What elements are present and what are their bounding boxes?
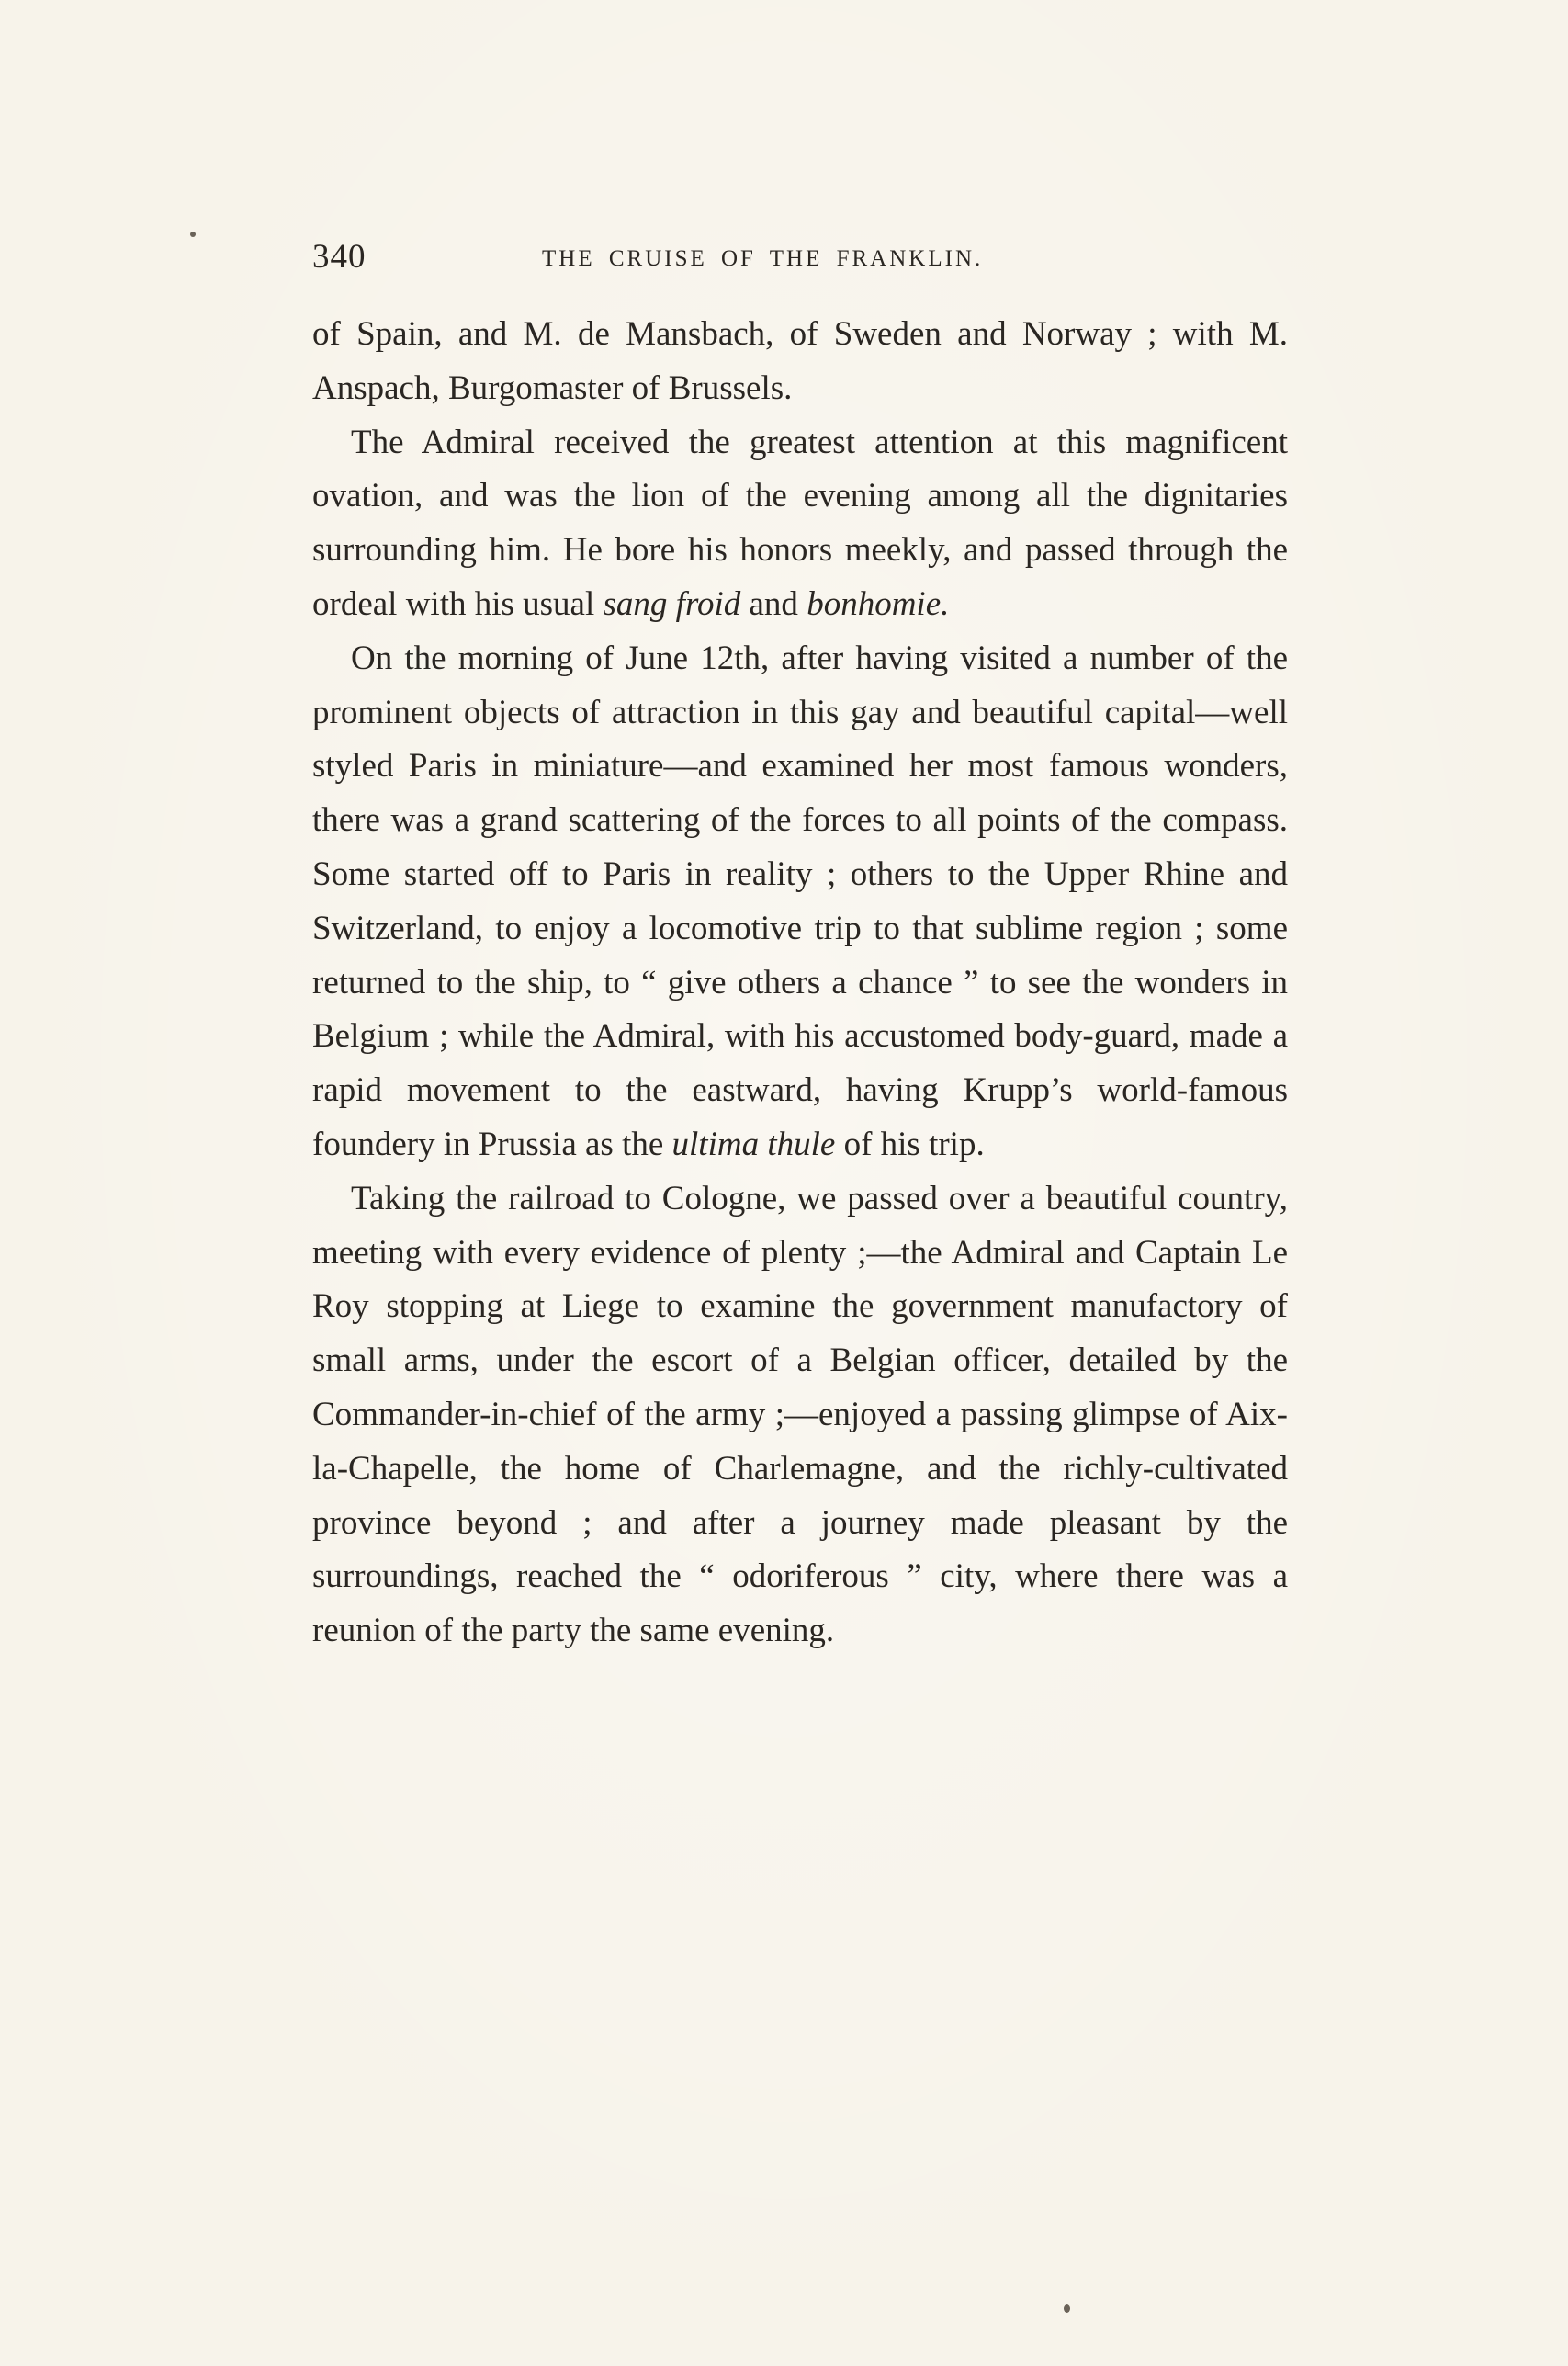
text-run: of Spain, and M. de Mansbach, of Sweden and Norway ; with M. Anspach, Burgomaster of Brussels.: [312, 315, 1288, 407]
italic-phrase: sang froid: [603, 584, 741, 623]
paragraph: [312, 308, 1288, 416]
paragraph: [312, 416, 1288, 632]
ink-speck: [1064, 2304, 1070, 2313]
text-run: The Admiral received the greatest attention at this magnificent ovation, and was the lion of the evening among all the dignitaries surrounding him. He bore his honors meekly, and passed through the ordeal with his usual: [312, 423, 1288, 623]
text-run: Taking the railroad to Cologne, we passed over a beautiful country, meeting with every evidence of plenty ;—the Admiral and Captain Le Roy stopping at Liege to examine the government manufactory of small arms, under the escort of a Belgian officer, detailed by the Commander-in-chief of the army ;—enjoyed a passing glimpse of Aix-la-Chapelle, the home of Charlemagne, and the richly-cultivated province beyond ; and after a journey made pleasant by the surroundings, reached the “ odoriferous ” city, where there was a reunion of the party the same evening.: [312, 1179, 1288, 1650]
page-header: [312, 237, 1286, 283]
text-run: of his trip.: [835, 1125, 985, 1163]
ink-speck: [190, 232, 196, 237]
text-run: On the morning of June 12th, after having visited a number of the prominent objects of attraction in this gay and beautiful capital—well styled Paris in miniature—and examined her most famous wonders, there was a grand scattering of the forces to all points of the compass. Some started off to Paris in reality ; others to the Upper Rhine and Switzerland, to enjoy a locomotive trip to that sublime region ; some returned to the ship, to “ give others a chance ” to see the wonders in Belgium ; while the Admiral, with his accustomed body-guard, made a rapid movement to the eastward, having Krupp’s world-famous foundery in Prussia as the: [312, 639, 1288, 1163]
italic-phrase: ultima thule: [671, 1125, 836, 1163]
paragraph: [312, 632, 1288, 1172]
text-run: and: [740, 584, 807, 623]
running-title: THE CRUISE OF THE FRANKLIN.: [542, 246, 984, 271]
italic-phrase: bonhomie.: [807, 584, 950, 623]
body-text: [312, 308, 1288, 1658]
page-number: 340: [312, 238, 367, 276]
paragraph: [312, 1172, 1288, 1658]
